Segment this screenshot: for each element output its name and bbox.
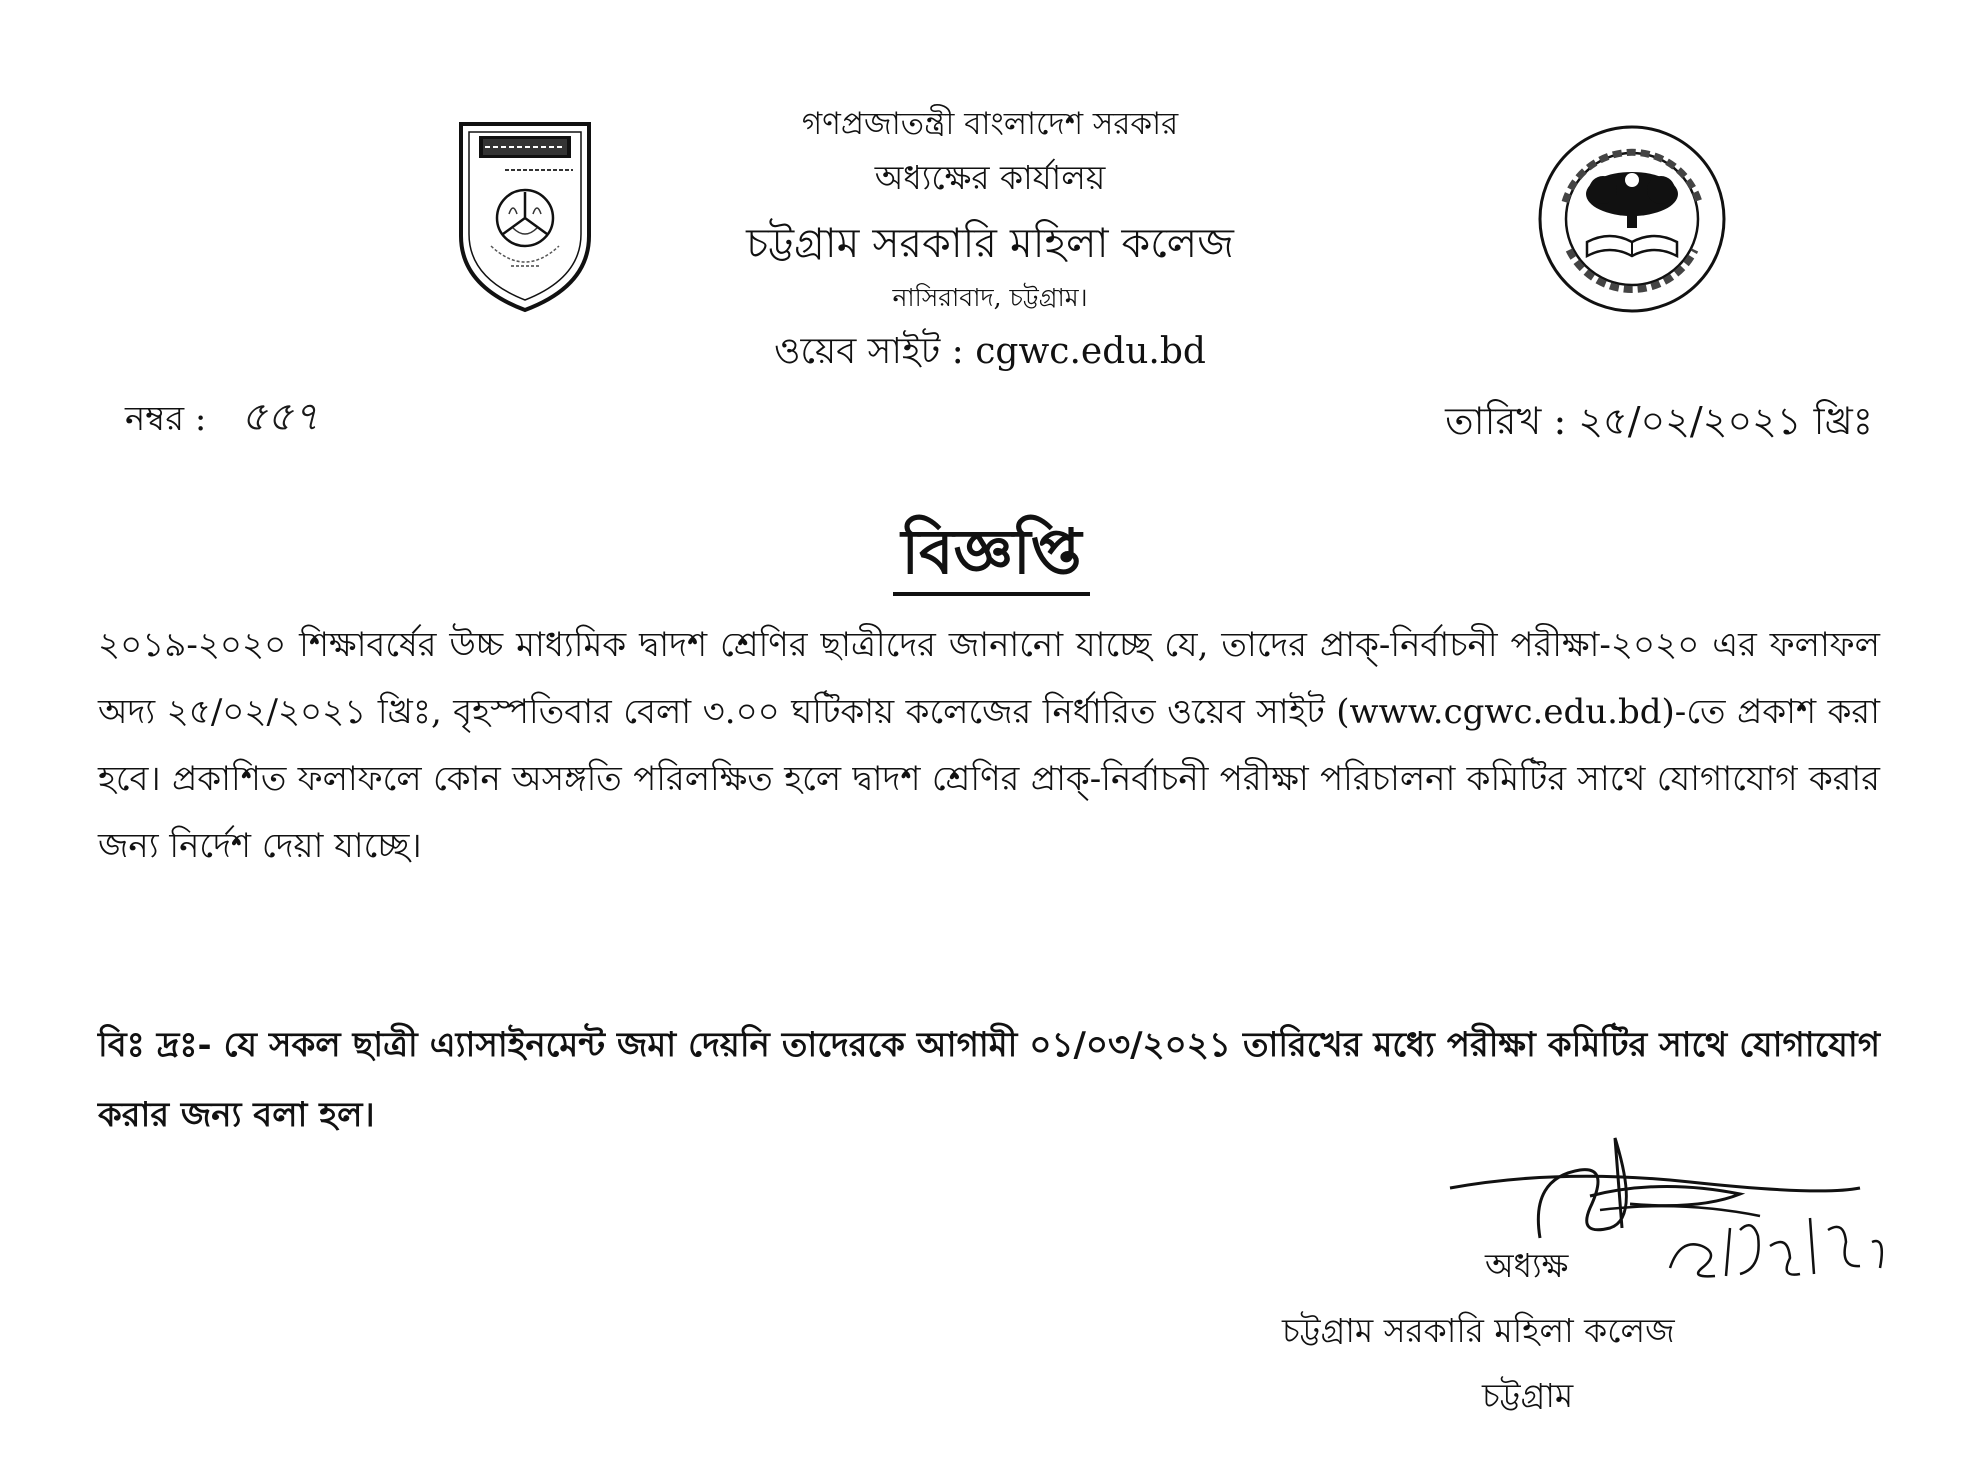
signatory-city: চট্টগ্রাম (1482, 1376, 1574, 1415)
memo-number-value: ৫৫৭ (241, 394, 320, 440)
college-address: নাসিরাবাদ, চট্টগ্রাম। (892, 283, 1088, 312)
notice-title-text: বিজ্ঞপ্তি (893, 515, 1089, 596)
memo-number-label: নম্বর : (125, 399, 207, 439)
government-heading: গণপ্রজাতন্ত্রী বাংলাদেশ সরকার (801, 106, 1179, 142)
signatory-college: চট্টগ্রাম সরকারি মহিলা কলেজ (1282, 1311, 1675, 1350)
college-crest-icon (455, 118, 595, 316)
notice-title (0, 505, 1983, 608)
office-heading: অধ্যক্ষের কার্যালয় (874, 158, 1106, 197)
notice-date: তারিখ : ২৫/০২/২০২১ খ্রিঃ (1445, 399, 1873, 443)
notice-body: ২০১৯-২০২০ শিক্ষাবর্ষের উচ্চ মাধ্যমিক দ্বাদশ শ্রেণির ছাত্রীদের জানানো যাচ্ছে যে, তাদের প্রাক্-নির্বাচনী পরীক্ষা-২০২০ এর ফলাফল অদ্য ২৫/০২/২০২১ খ্রিঃ, বৃহস্পতিবার বেলা ৩.০০ ঘটিকায় কলেজের নির্ধারিত ওয়েব সাইট (www.cgwc.edu.bd)-তে প্রকাশ করা হবে। প্রকাশিত ফলাফলে কোন অসঙ্গতি পরিলক্ষিত হলে দ্বাদশ শ্রেণির প্রাক্-নির্বাচনী পরীক্ষা পরিচালনা কমিটির সাথে যোগাযোগ করার জন্য নির্দেশ দেয়া যাচ্ছে। (98, 625, 1880, 866)
notice-note: বিঃ দ্রঃ- যে সকল ছাত্রী এ্যাসাইনমেন্ট জমা দেয়নি তাদেরকে আগামী ০১/০৩/২০২১ তারিখের মধ্যে পরীক্ষা কমিটির সাথে যোগাযোগ করার জন্য বলা হল। (98, 1025, 1880, 1135)
memo-number (125, 385, 319, 452)
college-website: ওয়েব সাইট : cgwc.edu.bd (774, 331, 1206, 372)
college-name: চট্টগ্রাম সরকারি মহিলা কলেজ (746, 219, 1234, 267)
signatory-title: অধ্যক্ষ (1485, 1246, 1569, 1285)
mujib-year-seal-icon (1535, 122, 1729, 316)
